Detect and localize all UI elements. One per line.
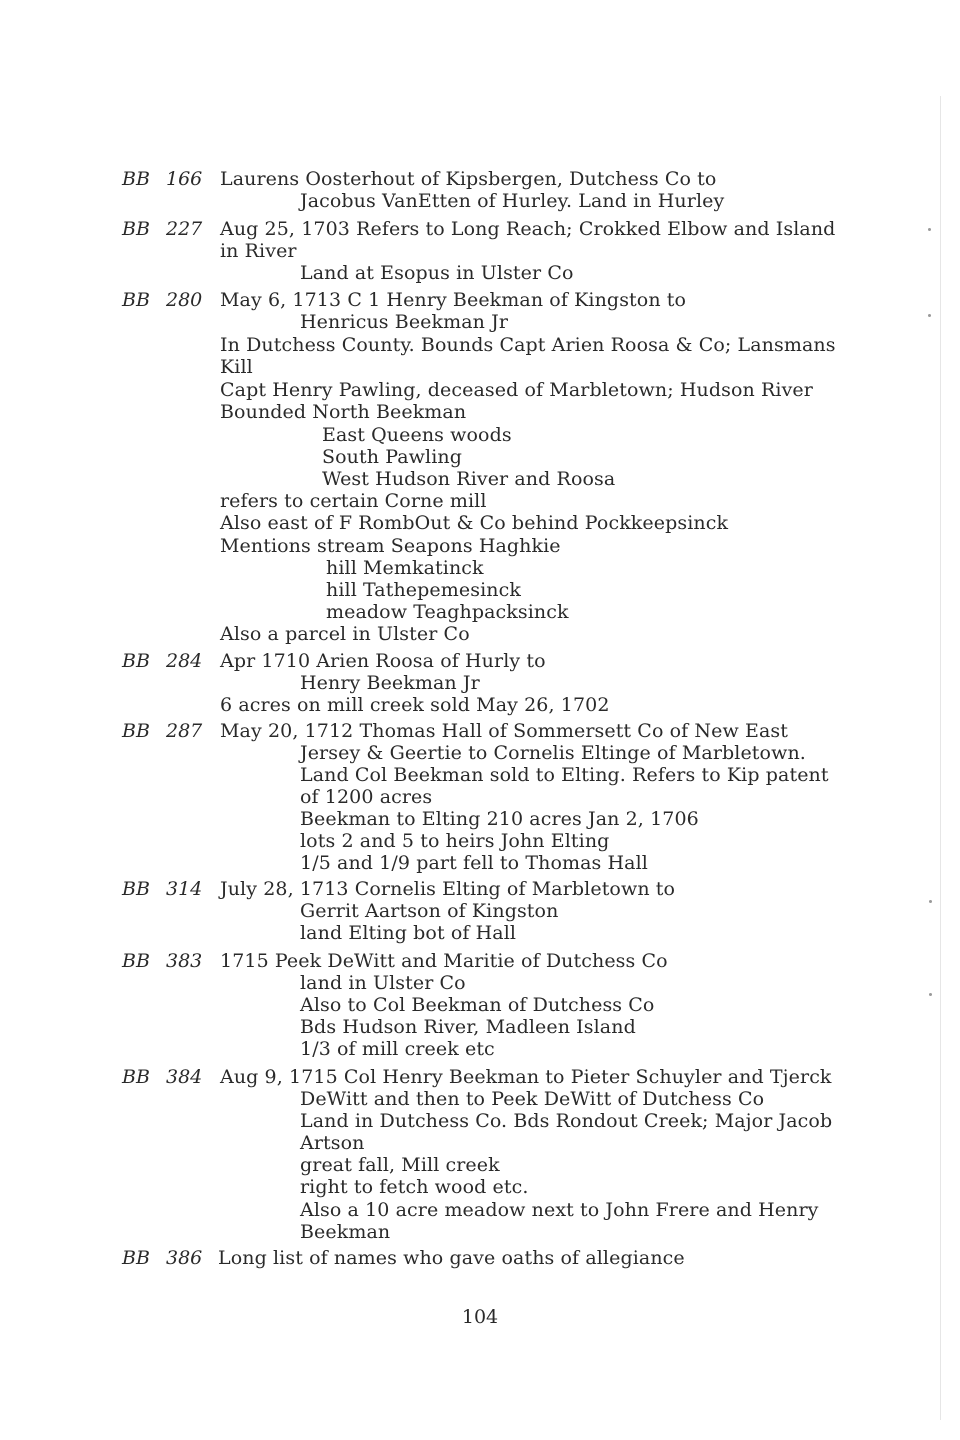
entry-line: Beekman [300,1221,391,1243]
entry-line: Bounded North Beekman [220,401,467,423]
entry-line: Kill [220,356,253,378]
scan-speck [929,900,932,903]
entry-ref: BB 386 [122,1247,203,1269]
entry-line: right to fetch wood etc. [300,1176,529,1198]
entry-ref: BB 314 [122,878,203,900]
entry-line: Gerrit Aartson of Kingston [300,900,559,922]
entry-line: Jacobus VanEtten of Hurley. Land in Hurley [300,190,725,212]
page-number: 104 [461,1306,499,1328]
entry-ref: BB 227 [122,218,203,240]
entry-line: Land at Esopus in Ulster Co [300,262,574,284]
entry-ref: BB 383 [122,950,203,972]
entry-line: Capt Henry Pawling, deceased of Marbletown; Hudson River [220,379,813,401]
scan-speck [929,993,932,996]
entry-line: Mentions stream Seapons Haghkie [220,535,561,557]
entry-line: West Hudson River and Roosa [322,468,616,490]
entry-line: Beekman to Elting 210 acres Jan 2, 1706 [300,808,699,830]
entry-line: hill Tathepemesinck [326,579,521,601]
entry-line: Land Col Beekman sold to Elting. Refers to Kip patent [300,764,829,786]
entry-line: In Dutchess County. Bounds Capt Arien Roosa & Co; Lansmans [220,334,836,356]
entry-line: Also to Col Beekman of Dutchess Co [300,994,655,1016]
entry-line: Also a 10 acre meadow next to John Frere and Henry [300,1199,819,1221]
entry-line: 1/5 and 1/9 part fell to Thomas Hall [300,852,648,874]
entry-line: Aug 9, 1715 Col Henry Beekman to Pieter Schuyler and Tjerck [220,1066,832,1088]
entry-line: Aug 25, 1703 Refers to Long Reach; Crokked Elbow and Island [220,218,836,240]
scan-speck [928,228,931,231]
scan-speck [928,314,931,317]
entry-line: Henry Beekman Jr [300,672,480,694]
entry-line: Bds Hudson River, Madleen Island [300,1016,636,1038]
entry-line: East Queens woods [322,424,512,446]
entry-line: Long list of names who gave oaths of allegiance [218,1247,685,1269]
entry-line: DeWitt and then to Peek DeWitt of Dutchess Co [300,1088,765,1110]
entry-line: land in Ulster Co [300,972,466,994]
entry-line: 1715 Peek DeWitt and Maritie of Dutchess Co [220,950,668,972]
entry-ref: BB 384 [122,1066,203,1088]
entry-line: Henricus Beekman Jr [300,311,509,333]
entry-line: May 20, 1712 Thomas Hall of Sommersett Co of New East [220,720,788,742]
page-edge-shadow [940,96,941,1420]
entry-line: Artson [300,1132,365,1154]
entry-ref: BB 287 [122,720,203,742]
entry-line: Laurens Oosterhout of Kipsbergen, Dutchess Co to [220,168,717,190]
entry-line: Also a parcel in Ulster Co [220,623,470,645]
entry-line: great fall, Mill creek [300,1154,500,1176]
entry-line: refers to certain Corne mill [220,490,487,512]
entry-line: lots 2 and 5 to heirs John Elting [300,830,610,852]
entry-line: South Pawling [322,446,462,468]
entry-line: 6 acres on mill creek sold May 26, 1702 [220,694,610,716]
entry-ref: BB 166 [122,168,203,190]
entry-line: Land in Dutchess Co. Bds Rondout Creek; Major Jacob [300,1110,833,1132]
entry-line: in River [220,240,297,262]
entry-line: May 6, 1713 C 1 Henry Beekman of Kingston to [220,289,687,311]
entry-line: Jersey & Geertie to Cornelis Eltinge of Marbletown. [300,742,806,764]
entry-ref: BB 284 [122,650,203,672]
entry-line: meadow Teaghpacksinck [326,601,569,623]
entry-line: hill Memkatinck [326,557,484,579]
entry-line: 1/3 of mill creek etc [300,1038,495,1060]
entry-line: land Elting bot of Hall [300,922,517,944]
entry-line: July 28, 1713 Cornelis Elting of Marbletown to [220,878,676,900]
entry-line: Apr 1710 Arien Roosa of Hurly to [220,650,546,672]
entry-line: Also east of F RombOut & Co behind Pockkeepsinck [220,512,729,534]
entry-line: of 1200 acres [300,786,433,808]
entry-ref: BB 280 [122,289,203,311]
